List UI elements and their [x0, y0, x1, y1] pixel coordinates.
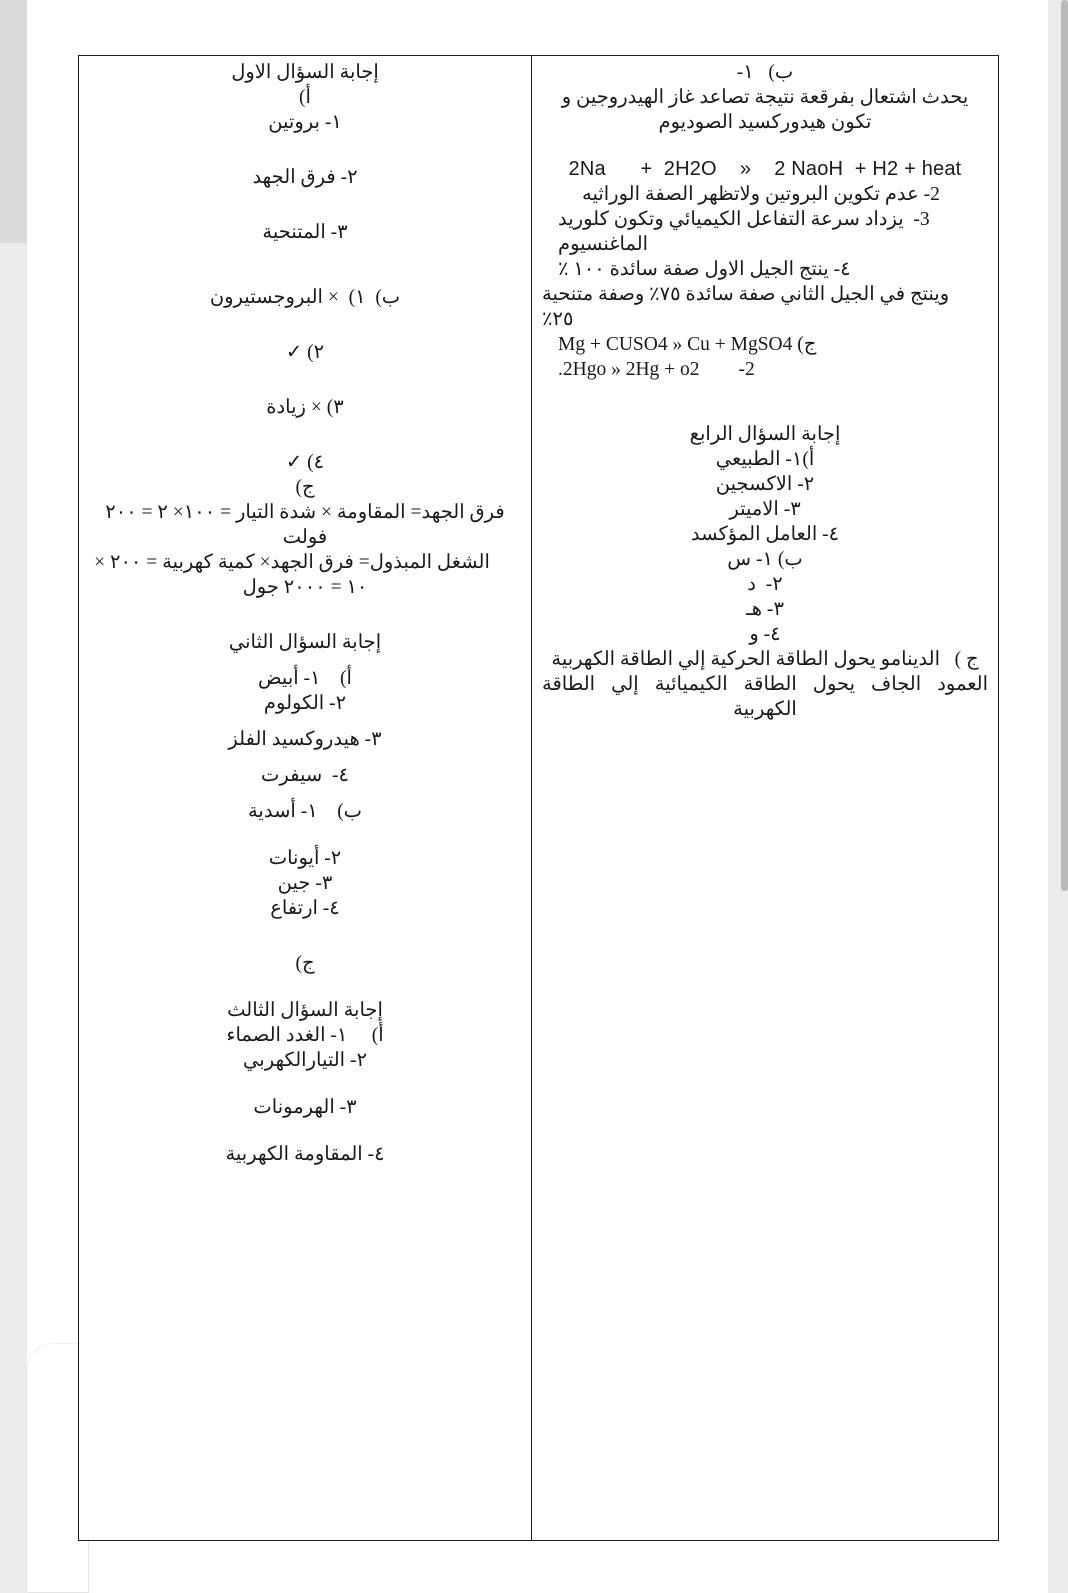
mercury-oxide-equation: 2- 2Hgo » 2Hg + o2.: [558, 359, 755, 380]
work-done-result: ١٠ = ٢٠٠٠ جول: [242, 577, 368, 598]
q1-b1-truefalse: ب) ١) × البروجستيرون: [209, 287, 401, 308]
q2-a4-answer: ٤- سيفرت: [261, 765, 349, 786]
q1-part-b-heading: ب) ١-: [736, 62, 794, 83]
q4-b2-answer: ٢- د: [747, 574, 783, 595]
q1-a1-answer: ١- بروتين: [268, 112, 342, 133]
q4-heading: إجابة السؤال الرابع: [689, 424, 841, 445]
sodium-water-equation: 2Na + 2H2O » 2 NaoH + H2 + heat: [568, 158, 962, 180]
q1-b2-truefalse: ٢) ✓: [285, 342, 325, 363]
q2-b4-answer: ٤- ارتفاع: [270, 898, 340, 919]
q1-heading: إجابة السؤال الاول: [231, 62, 379, 83]
q2-a2-answer: ٢- الكولوم: [263, 693, 347, 714]
q3-heading: إجابة السؤال الثالث: [227, 1000, 383, 1021]
q2-b1-answer: ب) ١- أسدية: [247, 801, 363, 822]
q1-part-a-marker: أ): [299, 87, 311, 108]
q4-c-answer-line-1: ج ) الدينامو يحول الطاقة الحركية إلي الطاقة الكهربية: [551, 649, 979, 670]
q2-a3-answer: ٣- هيدروكسيد الفلز: [228, 729, 382, 750]
q1-b4-answer-line-3: ٢٥٪: [542, 309, 574, 330]
q4-b3-answer: ٣- هـ: [746, 599, 784, 620]
q4-a4-answer: ٤- العامل المؤكسد: [690, 524, 840, 545]
q1-b1-answer-line-2: تكون هيدوركسيد الصوديوم: [658, 112, 872, 133]
answer-table-cell-left: [531, 56, 998, 1540]
left-gutter-lower: [0, 243, 27, 1593]
q1-b3-answer-line-1: 3- يزداد سرعة التفاعل الكيميائي وتكون كلوريد: [558, 209, 930, 230]
answer-table: [78, 55, 999, 1541]
potential-difference-calculation: فرق الجهد= المقاومة × شدة التيار = ١٠٠× ٢ = ٢٠٠: [105, 502, 505, 523]
q2-part-c-marker: ج): [295, 953, 315, 974]
potential-difference-unit: فولت: [282, 527, 328, 548]
q1-a3-answer: ٣- المتنحية: [262, 222, 348, 243]
q4-b1-answer: ب) ١- س: [727, 549, 803, 570]
right-gutter: [1048, 0, 1068, 1593]
q1-b4-answer-line-1: ٤- ينتج الجيل الاول صفة سائدة ١٠٠ ٪: [558, 259, 851, 280]
q1-part-c-marker: ج): [295, 477, 315, 498]
q1-b3-answer-line-2: الماغنسيوم: [558, 234, 649, 255]
q3-a3-answer: ٣- الهرمونات: [253, 1097, 357, 1118]
left-gutter-upper: [0, 0, 27, 243]
q1-b1-answer-line-1: يحدث اشتعال بفرقعة نتيجة تصاعد غاز الهيدروجين و: [561, 87, 969, 108]
q1-b2-answer: 2- عدم تكوين البروتين ولاتظهر الصفة الوراثيه: [582, 184, 940, 205]
q2-a1-answer: أ) ١- أبيض: [258, 668, 352, 689]
q2-b3-answer: ٣- جين: [277, 873, 333, 894]
magnesium-sulfate-equation: ج) Mg + CUSO4 » Cu + MgSO4: [558, 334, 817, 355]
q1-b4-truefalse: ٤) ✓: [285, 452, 325, 473]
q4-c-answer-line-2: العمود الجاف يحول الطاقة الكيميائية إلي الطاقة الكهربية: [537, 674, 988, 720]
q3-a4-answer: ٤- المقاومة الكهربية: [225, 1144, 385, 1165]
q4-a2-answer: ٢- الاكسجين: [715, 474, 815, 495]
q4-a3-answer: ٣- الاميتر: [729, 499, 801, 520]
q4-b4-answer: ٤- و: [749, 624, 781, 645]
q1-a2-answer: ٢- فرق الجهد: [252, 167, 358, 188]
q3-a2-answer: ٢- التيارالكهربي: [243, 1050, 367, 1071]
work-done-calculation: الشغل المبذول= فرق الجهد× كمية كهربية = ٢٠٠ ×: [94, 552, 490, 573]
q1-b4-answer-line-2: وينتج في الجيل الثاني صفة سائدة ٧٥٪ وصفة متنحية: [542, 284, 950, 305]
q4-a1-answer: أ)١- الطبيعي: [715, 449, 815, 470]
q3-a1-answer: أ) ١- الغدد الصماء: [226, 1025, 384, 1046]
q1-b3-truefalse: ٣) × زيادة: [266, 397, 344, 418]
answer-table-cell-right: [79, 56, 531, 1540]
q2-heading: إجابة السؤال الثاني: [228, 632, 382, 653]
vertical-scrollbar-thumb[interactable]: [1061, 0, 1068, 891]
q2-b2-answer: ٢- أيونات: [268, 848, 342, 869]
